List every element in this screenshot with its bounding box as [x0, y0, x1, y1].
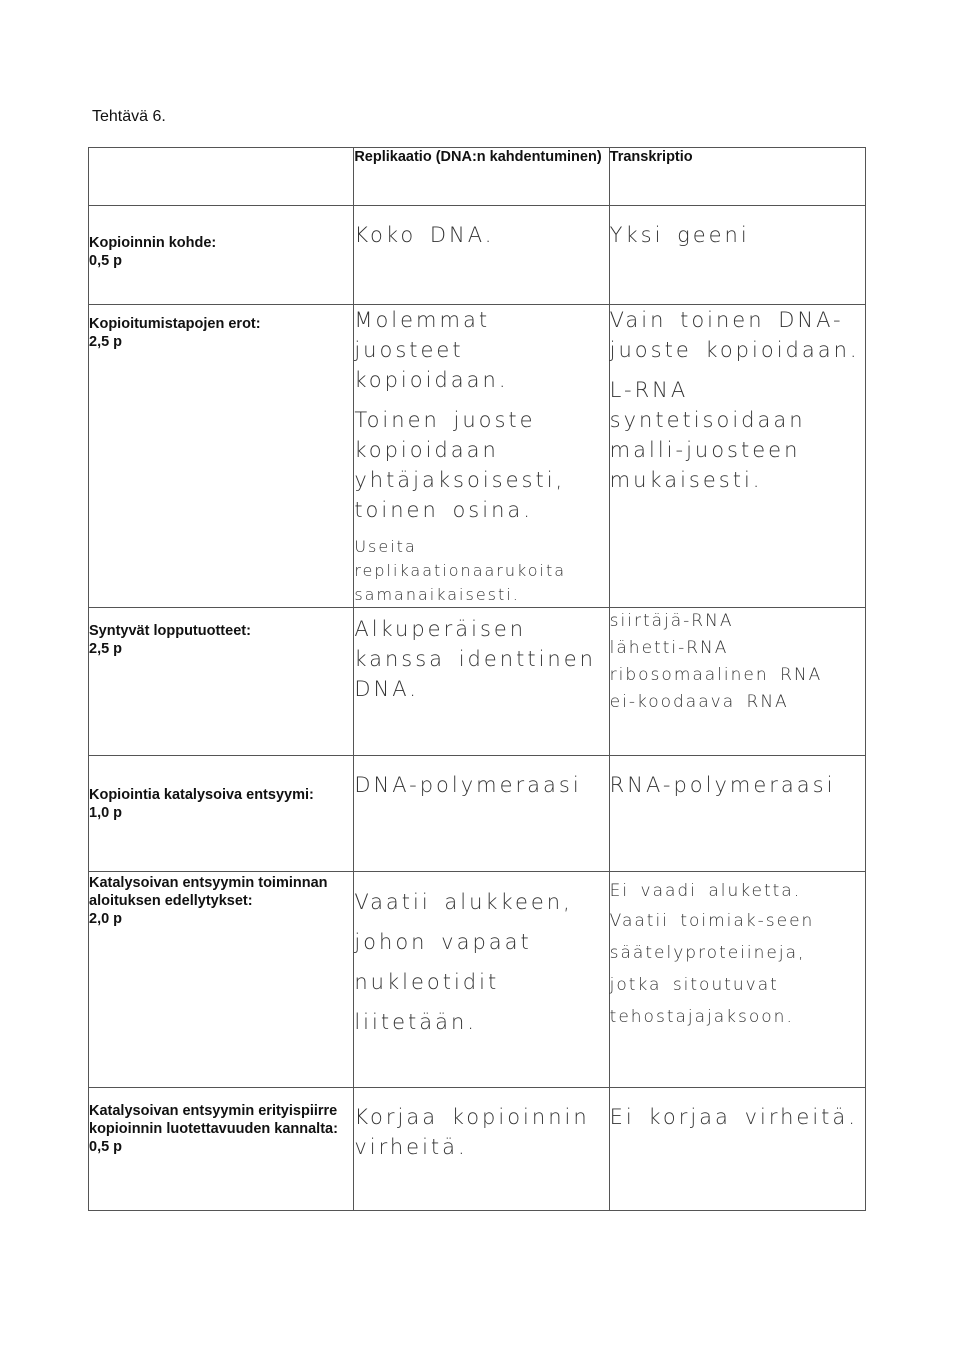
answer-line: Vain toinen DNA-juoste kopioidaan. — [609, 308, 860, 362]
row-points: 2,5 p — [89, 334, 123, 350]
table-row — [89, 608, 866, 756]
answer-transcription — [609, 1088, 865, 1211]
row-label-text: Katalysoivan entsyymin toiminnan aloituksen edellytykset: — [89, 875, 328, 909]
row-label — [89, 1088, 354, 1211]
answer-replication — [354, 206, 609, 305]
answer-line: Toinen juoste kopioidaan yhtäjaksoisesti, toinen osina. — [354, 408, 566, 522]
row-label-text: Syntyvät lopputuotteet: — [89, 623, 251, 639]
row-points: 0,5 p — [89, 253, 123, 269]
answer-replication — [354, 872, 609, 1088]
row-label-text: Kopiointia katalysoiva entsyymi: — [89, 787, 314, 803]
answer-line: lähetti-RNA — [609, 638, 729, 658]
answer-line: Ei korjaa virheitä. — [609, 1105, 858, 1129]
answer-transcription — [609, 206, 865, 305]
answer-replication — [354, 1088, 609, 1211]
answer-transcription — [609, 872, 865, 1088]
row-label — [89, 608, 354, 756]
answer-line: Alkuperäisen kanssa identtinen DNA. — [354, 617, 596, 701]
answer-line: DNA-polymeraasi — [354, 773, 582, 797]
header-row — [89, 148, 866, 206]
table-row — [89, 756, 866, 872]
answer-replication — [354, 305, 609, 608]
table-row — [89, 1088, 866, 1211]
row-label-text: Kopioitumistapojen erot: — [89, 316, 261, 332]
row-label — [89, 756, 354, 872]
corner-cell — [89, 148, 354, 206]
answer-replication — [354, 756, 609, 872]
answer-line: ei-koodaava RNA — [609, 692, 789, 712]
answer-replication — [354, 608, 609, 756]
answer-line: ribosomaalinen RNA — [609, 665, 823, 685]
row-points: 2,5 p — [89, 641, 123, 657]
row-points: 0,5 p — [89, 1139, 123, 1155]
row-label — [89, 206, 354, 305]
row-label-text: Kopioinnin kohde: — [89, 235, 217, 251]
page-heading: Tehtävä 6. — [92, 108, 166, 125]
answer-line: Vaatii alukkeen, johon vapaat nukleotidit liitetään. — [354, 890, 573, 1034]
row-label — [89, 305, 354, 608]
answer-line: Korjaa kopioinnin virheitä. — [354, 1105, 590, 1159]
answer-line: Koko DNA. — [354, 223, 495, 247]
answer-transcription — [609, 756, 865, 872]
column-header-replication: Replikaatio (DNA:n kahdentuminen) — [354, 148, 609, 206]
answer-line: L-RNA syntetisoidaan malli-juosteen mukaisesti. — [609, 378, 806, 492]
answer-transcription — [609, 305, 865, 608]
answer-line: Ei vaadi aluketta. — [609, 881, 802, 901]
table-row — [89, 872, 866, 1088]
answer-transcription — [609, 608, 865, 756]
answer-line: RNA-polymeraasi — [609, 773, 836, 797]
column-header-transcription: Transkriptio — [609, 148, 865, 206]
answer-line: Molemmat juosteet kopioidaan. — [354, 308, 509, 392]
answer-line: Yksi geeni — [609, 223, 750, 247]
row-points: 2,0 p — [89, 911, 123, 927]
row-label-text: Katalysoivan entsyymin erityispiirre kopioinnin luotettavuuden kannalta: — [89, 1103, 338, 1137]
answer-line: Useita replikaationaarukoita samanaikaisesti. — [354, 537, 567, 604]
task-table — [88, 147, 866, 1211]
row-label — [89, 872, 354, 1088]
table-row — [89, 305, 866, 608]
answer-line: Vaatii toimiak-seen säätelyproteiineja, jotka sitoutuvat tehostajajaksoon. — [609, 911, 815, 1027]
table-row — [89, 206, 866, 305]
row-points: 1,0 p — [89, 805, 123, 821]
answer-line: siirtäjä-RNA — [609, 611, 734, 631]
